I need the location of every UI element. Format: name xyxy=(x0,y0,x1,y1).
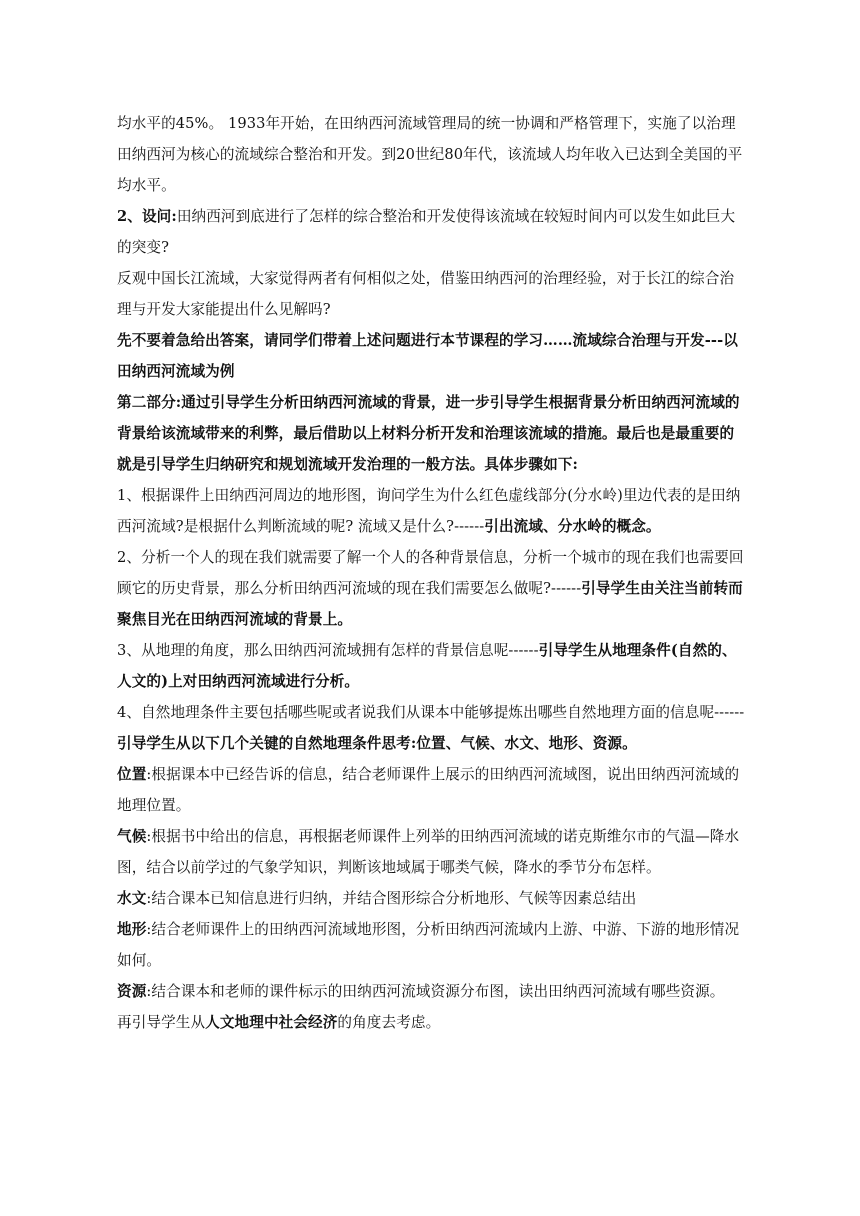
step-two-emphasis: 引导学生由关注当前转而聚焦目光在田纳西河流域的背景上。 xyxy=(117,580,743,628)
human-geo-emphasis: 人文地理中社会经济 xyxy=(205,1014,338,1031)
step-four xyxy=(117,697,747,759)
terrain-label: 地形 xyxy=(117,921,147,938)
step-one-emphasis: 引出流域、分水岭的概念。 xyxy=(484,518,661,535)
item-resources xyxy=(117,976,747,1007)
location-label: 位置 xyxy=(117,766,147,783)
hydrology-text: :结合课本已知信息进行归纳，并结合图形综合分析地形、气候等因素总结出 xyxy=(146,890,637,907)
step-one-text: 1、根据课件上田纳西河周边的地形图，询问学生为什么红色虚线部分(分水岭)里边代表的是田纳西河流域?是根据什么判断流域的呢? 流域又是什么?------ xyxy=(117,487,741,535)
step-two-text: 2、分析一个人的现在我们就需要了解一个人的各种背景信息，分析一个城市的现在我们也需要回顾它的历史背景，那么分析田纳西河流域的现在我们需要怎么做呢?------ xyxy=(117,549,744,597)
step-four-emphasis: 引导学生从以下几个关键的自然地理条件思考:位置、气候、水文、地形、资源。 xyxy=(117,735,637,752)
climate-text: :根据书中给出的信息，再根据老师课件上列举的田纳西河流域的诺克斯维尔市的气温—降水图，结合以前学过的气象学知识，判断该地域属于哪类气候，降水的季节分布怎样。 xyxy=(117,828,740,876)
step-four-text: 4、自然地理条件主要包括哪些呢或者说我们从课本中能够提炼出哪些自然地理方面的信息呢------ xyxy=(117,704,745,721)
step-one xyxy=(117,480,747,542)
step-two xyxy=(117,542,747,635)
resources-text: :结合课本和老师的课件标示的田纳西河流域资源分布图，读出田纳西河流域有哪些资源。 xyxy=(146,983,725,1000)
question-text: 田纳西河到底进行了怎样的综合整治和开发使得该流域在较短时间内可以发生如此巨大的突变? xyxy=(117,208,736,256)
step-three-emphasis: 引导学生从地理条件(自然的、人文的)上对田纳西河流域进行分析。 xyxy=(117,642,737,690)
resources-label: 资源 xyxy=(117,983,147,1000)
document-body xyxy=(117,108,747,1038)
human-geo-text-a: 再引导学生从 xyxy=(117,1014,206,1031)
paragraph-part-two: 第二部分:通过引导学生分析田纳西河流域的背景，进一步引导学生根据背景分析田纳西河流域的背景给该流域带来的利弊，最后借助以上材料分析开发和治理该流域的措施。最后也是最重要的就是引导学生归纳研究和规划流域开发治理的一般方法。具体步骤如下: xyxy=(117,394,740,473)
item-climate xyxy=(117,821,747,883)
hydrology-label: 水文 xyxy=(117,890,147,907)
paragraph-question xyxy=(117,201,747,263)
paragraph-human-geography xyxy=(117,1007,747,1038)
paragraph-transition: 先不要着急给出答案，请同学们带着上述问题进行本节课程的学习……流域综合治理与开发---以田纳西河流域为例 xyxy=(117,332,738,380)
location-text: :根据课本中已经告诉的信息，结合老师课件上展示的田纳西河流域图，说出田纳西河流域的地理位置。 xyxy=(117,766,740,814)
question-label: 2、设问: xyxy=(117,208,177,225)
step-three xyxy=(117,635,747,697)
step-three-text: 3、从地理的角度，那么田纳西河流域拥有怎样的背景信息呢------ xyxy=(117,642,539,659)
climate-label: 气候 xyxy=(117,828,147,845)
paragraph-intro: 均水平的45%。 1933年开始，在田纳西河流域管理局的统一协调和严格管理下，实施了以治理田纳西河为核心的流域综合整治和开发。到20世纪80年代，该流域人均年收入已达到全美国的平均水平。 xyxy=(117,115,743,194)
item-hydrology xyxy=(117,883,747,914)
item-terrain xyxy=(117,914,747,976)
item-location xyxy=(117,759,747,821)
paragraph-yangtze: 反观中国长江流域，大家觉得两者有何相似之处，借鉴田纳西河的治理经验，对于长江的综合治理与开发大家能提出什么见解吗? xyxy=(117,270,735,318)
human-geo-text-b: 的角度去考虑。 xyxy=(337,1014,441,1031)
terrain-text: :结合老师课件上的田纳西河流域地形图，分析田纳西河流域内上游、中游、下游的地形情况如何。 xyxy=(117,921,740,969)
